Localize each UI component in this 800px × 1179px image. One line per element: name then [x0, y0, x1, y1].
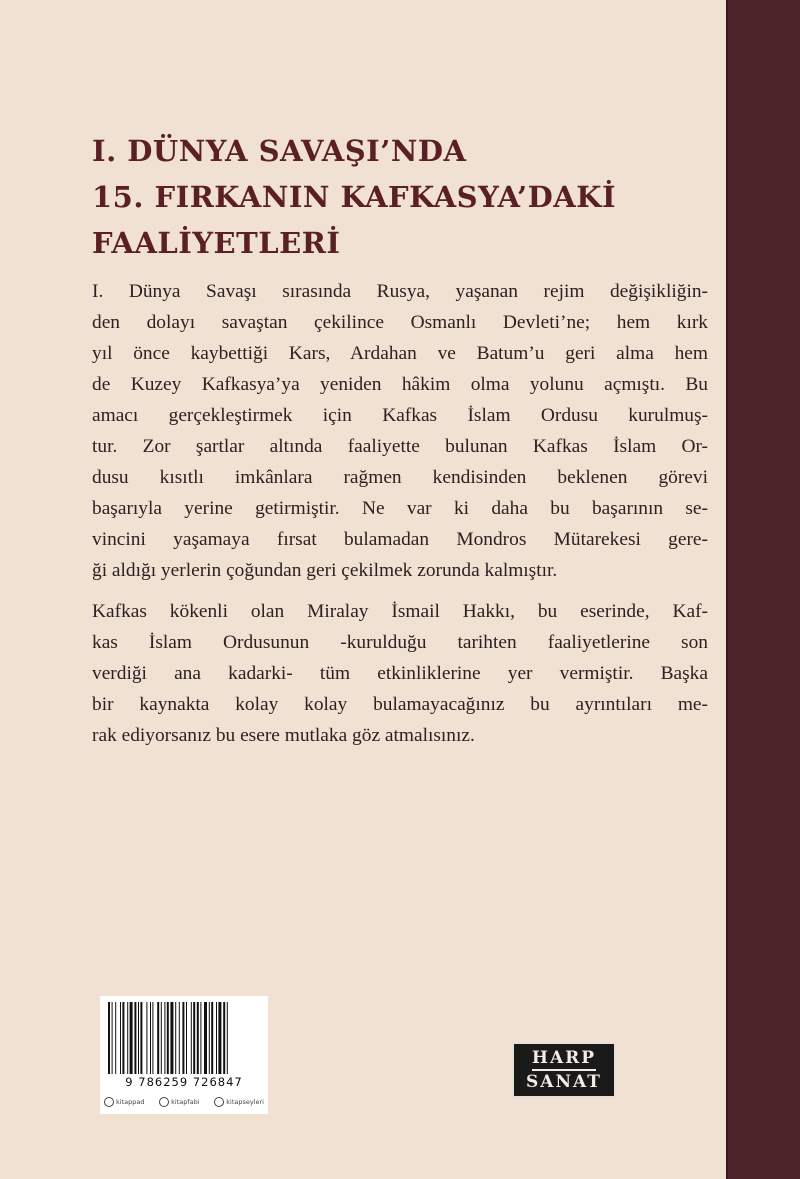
retailer-logos [104, 1095, 264, 1109]
blurb-paragraph-2 [92, 596, 708, 751]
retailer-logo-label: kitappad [116, 1098, 145, 1106]
retailer-logo-label: kitapfabi [171, 1098, 200, 1106]
barcode-bars [106, 1002, 262, 1074]
text-line: kas İslam Ordusunun -kurulduğu tarihten faaliyetlerine son [92, 632, 708, 653]
text-line: den dolayı savaştan çekilince Osmanlı Devleti’ne; hem kırk [92, 312, 708, 333]
title-line: 15. FIRKANIN KAFKASYA’DAKİ [92, 180, 617, 214]
text-line: verdiği ana kadarki- tüm etkinliklerine yer vermiştir. Başka [92, 663, 708, 684]
text-line: yıl önce kaybettiği Kars, Ardahan ve Batum’u geri alma hem [92, 343, 708, 364]
blurb [92, 276, 708, 751]
title-line: I. DÜNYA SAVAŞI’NDA [92, 134, 467, 168]
blurb-paragraph-1 [92, 276, 708, 586]
text-line: dusu kısıtlı imkânlara rağmen kendisinden beklenen görevi [92, 467, 708, 488]
text-line: başarıyla yerine getirmiştir. Ne var ki daha bu başarının se- [92, 498, 708, 519]
retailer-logo [214, 1097, 264, 1107]
publisher-logo [512, 1042, 616, 1098]
text-line: amacı gerçekleştirmek için Kafkas İslam Ordusu kurulmuş- [92, 405, 708, 426]
text-line: de Kuzey Kafkasya’ya yeniden hâkim olma yolunu açmıştı. Bu [92, 374, 708, 395]
book-spine [726, 0, 800, 1179]
retailer-logo [159, 1097, 199, 1107]
publisher-logo-bottom: SANAT [526, 1072, 602, 1092]
publisher-logo-top: HARP [532, 1048, 596, 1071]
retailer-logo-icon [214, 1097, 224, 1107]
text-line: tur. Zor şartlar altında faaliyette bulunan Kafkas İslam Or- [92, 436, 708, 457]
retailer-logo-label: kitapseyleri [226, 1098, 264, 1106]
text-line: Kafkas kökenli olan Miralay İsmail Hakkı, bu eserinde, Kaf- [92, 601, 708, 622]
isbn-number: 9 786259 726847 [125, 1075, 243, 1089]
text-line: bir kaynakta kolay kolay bulamayacağınız bu ayrıntıları me- [92, 694, 708, 715]
text-line: I. Dünya Savaşı sırasında Rusya, yaşanan rejim değişikliğin- [92, 281, 708, 302]
text-line: vincini yaşamaya fırsat bulamadan Mondros Mütarekesi gere- [92, 529, 708, 550]
retailer-logo [104, 1097, 144, 1107]
retailer-logo-icon [104, 1097, 114, 1107]
book-title [92, 128, 692, 266]
text-line: rak ediyorsanız bu esere mutlaka göz atmalısınız. [92, 725, 475, 746]
text-line: ği aldığı yerlerin çoğundan geri çekilmek zorunda kalmıştır. [92, 560, 558, 581]
retailer-logo-icon [159, 1097, 169, 1107]
isbn-barcode [100, 996, 268, 1114]
title-line: FAALİYETLERİ [92, 226, 341, 260]
